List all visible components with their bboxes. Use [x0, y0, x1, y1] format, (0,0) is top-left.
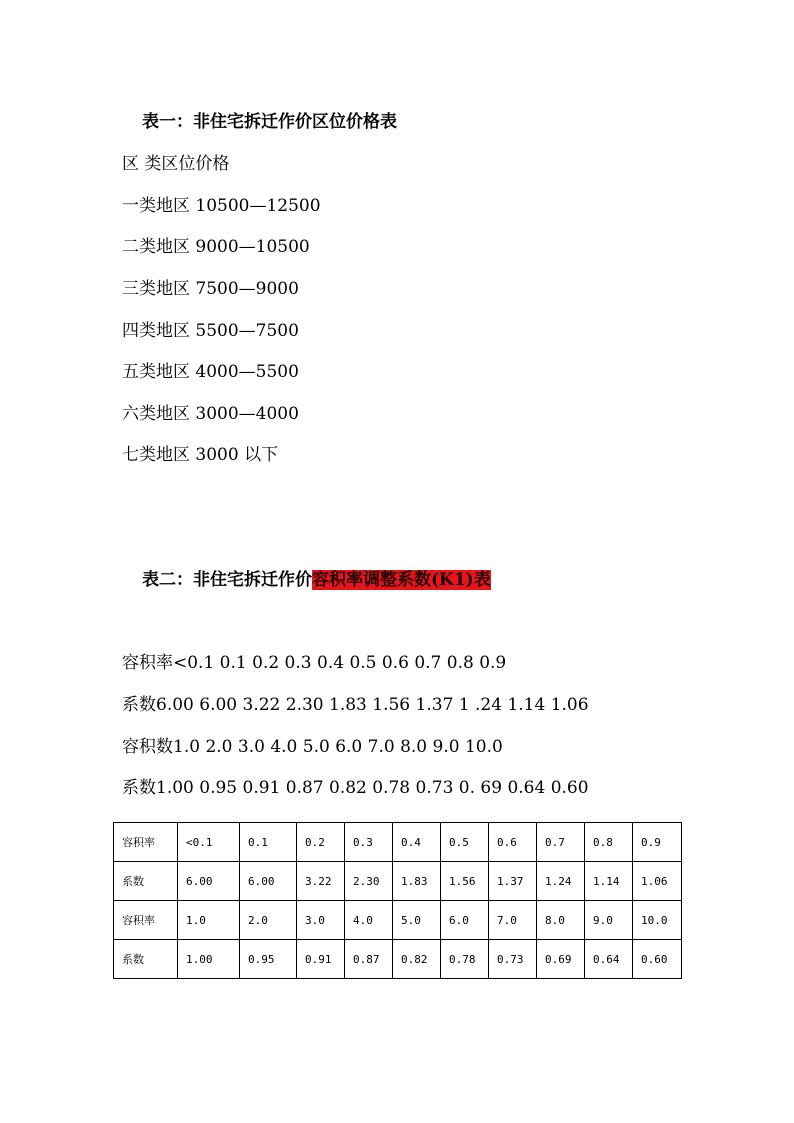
table-cell: 0.78 [441, 940, 489, 979]
coef-text-line: 系数6.00 6.00 3.22 2.30 1.83 1.56 1.37 1 .24 1.14 1.06 [122, 695, 589, 715]
table-cell: 5.0 [393, 901, 441, 940]
table-cell: 9.0 [585, 901, 633, 940]
table-row [114, 940, 682, 979]
region-row: 三类地区 7500—9000 [122, 279, 299, 299]
table-cell: 8.0 [537, 901, 585, 940]
table-cell: 1.56 [441, 862, 489, 901]
table-cell: 1.00 [178, 940, 240, 979]
table-cell: 6.0 [441, 901, 489, 940]
table-cell: 0.7 [537, 823, 585, 862]
table2-title [142, 565, 491, 590]
table-cell: 0.3 [345, 823, 393, 862]
table2-title-highlight: 容积率调整系数(K1)表 [312, 570, 491, 590]
table-cell: 10.0 [633, 901, 682, 940]
table-cell: 0.4 [393, 823, 441, 862]
table-cell: 0.2 [297, 823, 345, 862]
table-cell: 7.0 [489, 901, 537, 940]
table-cell: 0.87 [345, 940, 393, 979]
table-cell: 0.95 [240, 940, 297, 979]
table-cell: 1.0 [178, 901, 240, 940]
table-cell: 1.24 [537, 862, 585, 901]
table-cell: 1.06 [633, 862, 682, 901]
table1-header: 区 类区位价格 [122, 154, 230, 174]
table-cell: 4.0 [345, 901, 393, 940]
row-header-cell: 系数 [114, 940, 178, 979]
table-cell: 1.83 [393, 862, 441, 901]
table-cell: 2.0 [240, 901, 297, 940]
table-cell: 0.5 [441, 823, 489, 862]
row-header-cell: 容积率 [114, 901, 178, 940]
table-cell: 3.22 [297, 862, 345, 901]
table-cell: 0.73 [489, 940, 537, 979]
region-row: 七类地区 3000 以下 [122, 445, 279, 465]
table-row [114, 862, 682, 901]
ratio-text-line: 容积数1.0 2.0 3.0 4.0 5.0 6.0 7.0 8.0 9.0 10.0 [122, 737, 503, 757]
region-row: 五类地区 4000—5500 [122, 362, 299, 382]
table-cell: 0.69 [537, 940, 585, 979]
table-cell: 3.0 [297, 901, 345, 940]
table-cell: 0.82 [393, 940, 441, 979]
table-cell: <0.1 [178, 823, 240, 862]
coef-text-line: 系数1.00 0.95 0.91 0.87 0.82 0.78 0.73 0. 69 0.64 0.60 [122, 778, 589, 798]
table-cell: 1.37 [489, 862, 537, 901]
table-cell: 1.14 [585, 862, 633, 901]
table-row [114, 823, 682, 862]
table-cell: 6.00 [178, 862, 240, 901]
region-row: 四类地区 5500—7500 [122, 321, 299, 341]
table-row [114, 901, 682, 940]
ratio-text-line: 容积率<0.1 0.1 0.2 0.3 0.4 0.5 0.6 0.7 0.8 0.9 [122, 653, 507, 673]
k1-table-body [114, 823, 682, 979]
table2-title-prefix: 表二：非住宅拆迁作价 [142, 570, 312, 590]
table-cell: 2.30 [345, 862, 393, 901]
table-cell: 0.60 [633, 940, 682, 979]
region-row: 六类地区 3000—4000 [122, 404, 299, 424]
k1-coefficient-table [113, 822, 682, 979]
table-cell: 0.1 [240, 823, 297, 862]
row-header-cell: 系数 [114, 862, 178, 901]
row-header-cell: 容积率 [114, 823, 178, 862]
table-cell: 0.8 [585, 823, 633, 862]
table-cell: 0.91 [297, 940, 345, 979]
table1-title: 表一：非住宅拆迁作价区位价格表 [142, 112, 397, 132]
region-row: 二类地区 9000—10500 [122, 237, 310, 257]
table-cell: 0.64 [585, 940, 633, 979]
table-cell: 0.6 [489, 823, 537, 862]
table-cell: 0.9 [633, 823, 682, 862]
region-row: 一类地区 10500—12500 [122, 196, 321, 216]
table-cell: 6.00 [240, 862, 297, 901]
